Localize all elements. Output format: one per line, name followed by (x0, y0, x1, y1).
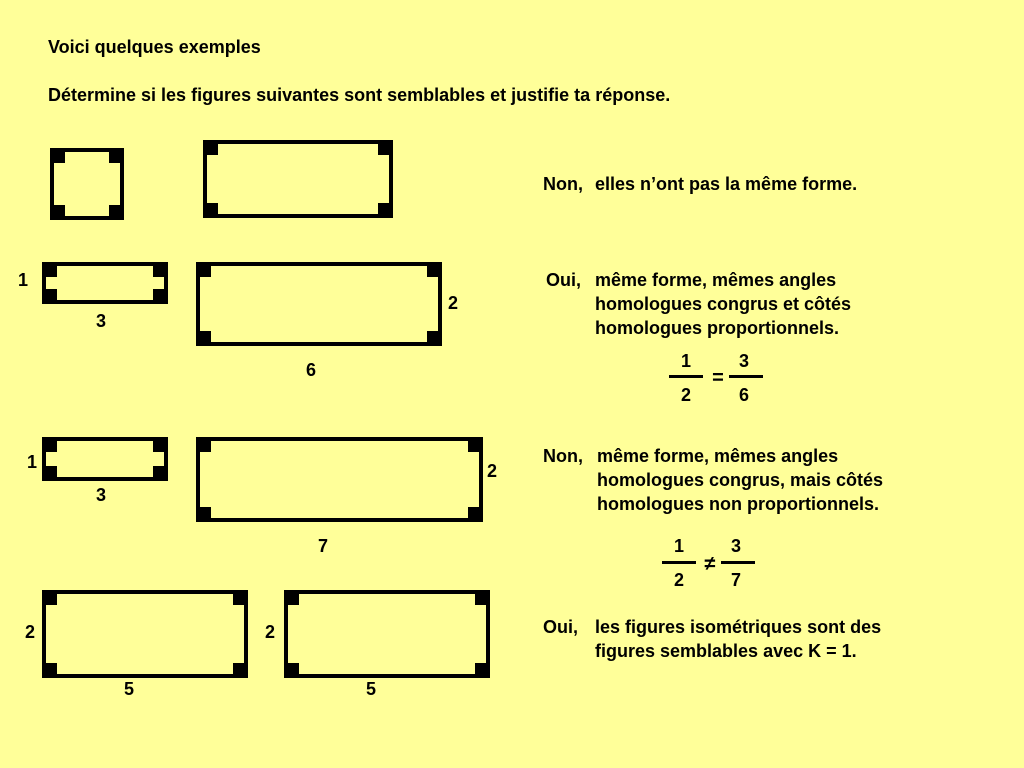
row4-verdict: Oui, (543, 617, 578, 637)
row2-ratio-bar-right (729, 375, 763, 378)
row3-large-side-label: 2 (486, 461, 497, 481)
row4-right-base-label: 5 (365, 679, 376, 699)
row2-large-side-label: 2 (447, 293, 458, 313)
row3-small-rectangle (42, 437, 168, 481)
row3-reason-line3: homologues non proportionnels. (597, 494, 879, 514)
row3-ratio-bar-left (662, 561, 696, 564)
row3-ratio-numerator-left: 1 (673, 536, 684, 556)
row4-left-side-label: 2 (24, 622, 35, 642)
row2-ratio-denominator-left: 2 (680, 385, 691, 405)
row3-reason-line2: homologues congrus, mais côtés (597, 470, 884, 490)
row2-large-rectangle (196, 262, 442, 346)
row4-left-rectangle (42, 590, 248, 678)
row1-reason: elles n’ont pas la même forme. (595, 174, 858, 194)
row2-large-base-label: 6 (305, 360, 316, 380)
row2-small-rectangle (42, 262, 168, 304)
row3-large-rectangle (196, 437, 483, 522)
row3-ratio-numerator-right: 3 (730, 536, 741, 556)
row3-small-side-label: 1 (26, 452, 37, 472)
row2-small-base-label: 3 (95, 311, 106, 331)
row3-verdict: Non, (543, 446, 583, 466)
row2-ratio-denominator-right: 6 (738, 385, 749, 405)
row4-right-rectangle (284, 590, 490, 678)
row3-ratio-operator: ≠ (704, 553, 716, 575)
row2-reason-line2: homologues congrus et côtés (595, 294, 852, 314)
row2-ratio-operator: = (712, 367, 724, 389)
row2-small-side-label: 1 (17, 270, 28, 290)
instruction-text: Détermine si les figures suivantes sont semblables et justifie ta réponse. (48, 85, 671, 105)
intro-title: Voici quelques exemples (48, 37, 261, 57)
row1-verdict: Non, (543, 174, 583, 194)
row3-small-base-label: 3 (95, 485, 106, 505)
row3-ratio-denominator-left: 2 (673, 570, 684, 590)
row2-ratio-numerator-left: 1 (680, 351, 691, 371)
long-rectangle-figure (203, 140, 393, 218)
row3-ratio-denominator-right: 7 (730, 570, 741, 590)
row2-ratio-numerator-right: 3 (738, 351, 749, 371)
square-figure (50, 148, 124, 220)
row4-reason-line2: figures semblables avec K = 1. (595, 641, 857, 661)
row2-reason-line3: homologues proportionnels. (595, 318, 839, 338)
row2-verdict: Oui, (546, 270, 581, 290)
row2-ratio-bar-left (669, 375, 703, 378)
row4-reason-line1: les figures isométriques sont des (595, 617, 882, 637)
row4-left-base-label: 5 (123, 679, 134, 699)
row3-reason-line1: même forme, mêmes angles (597, 446, 839, 466)
row3-large-base-label: 7 (317, 536, 328, 556)
row3-ratio-bar-right (721, 561, 755, 564)
row4-right-side-label: 2 (264, 622, 275, 642)
row2-reason-line1: même forme, mêmes angles (595, 270, 837, 290)
